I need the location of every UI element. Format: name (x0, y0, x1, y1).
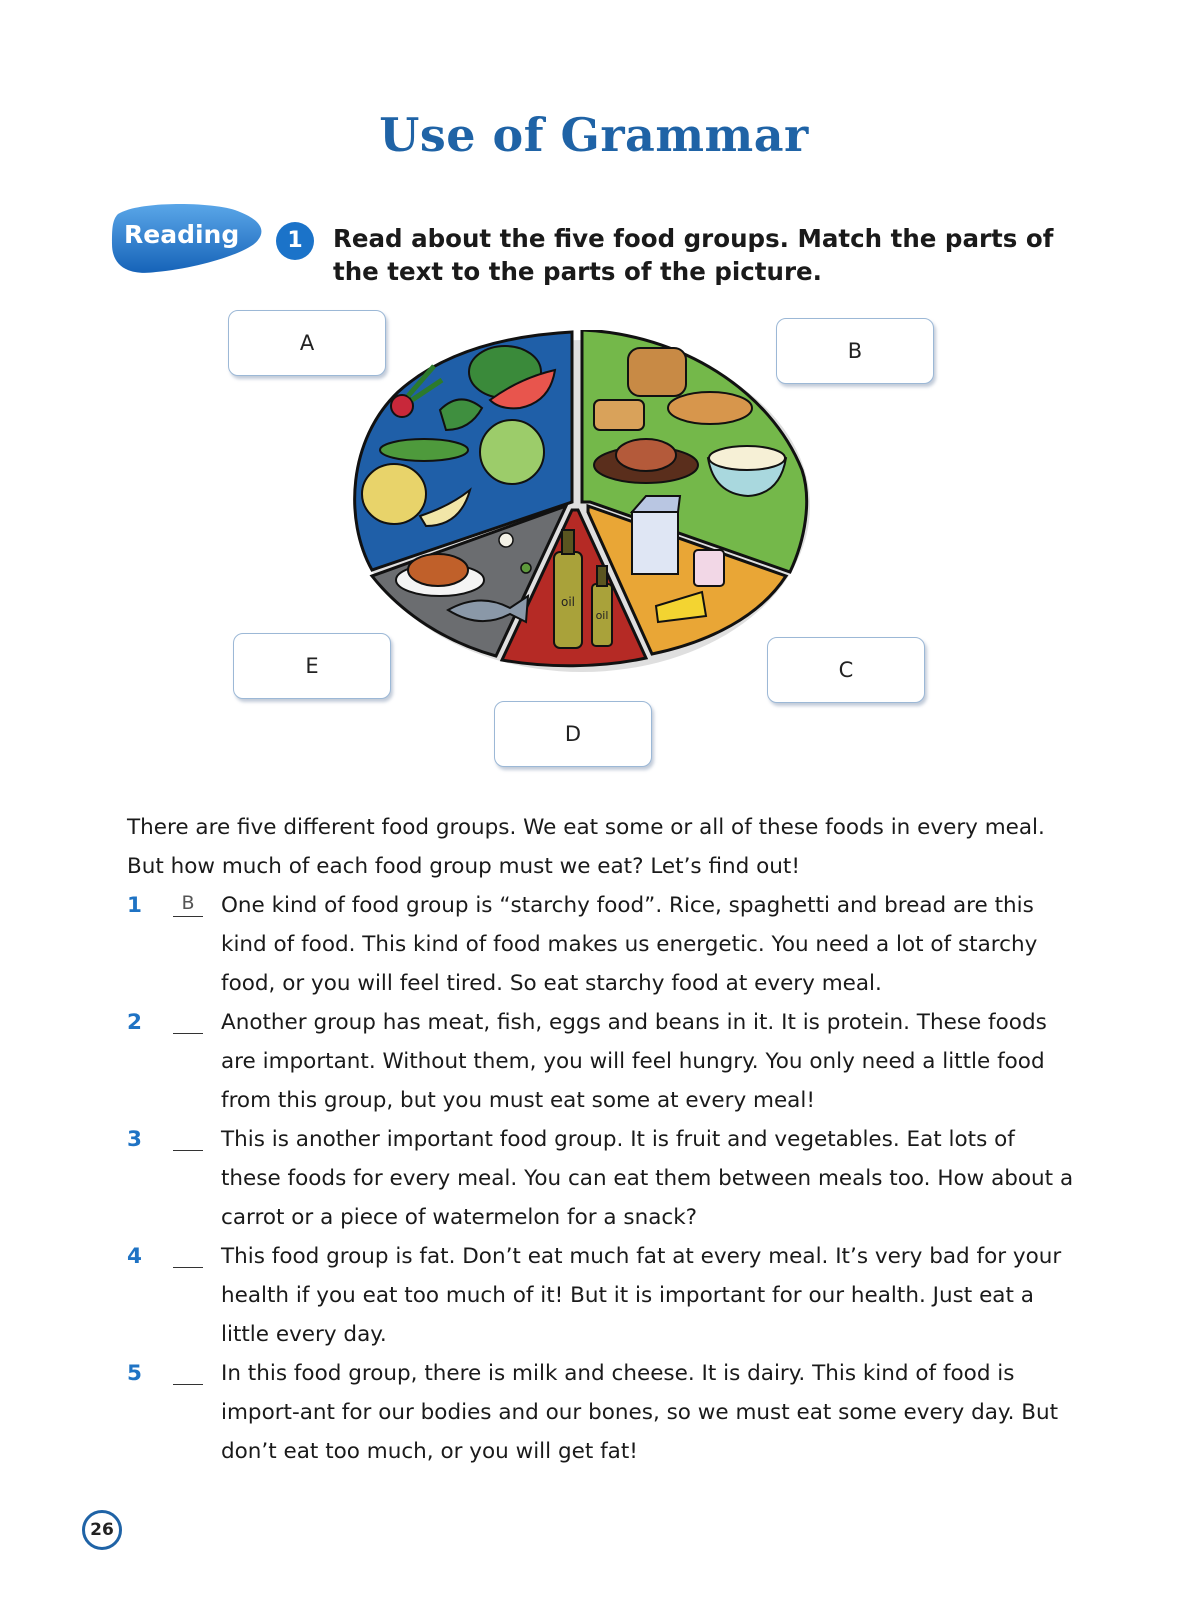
list-item (127, 1003, 1077, 1120)
item-text: This is another important food group. It is fruit and vegetables. Eat lots of these foods for every meal. You can eat them between meals too. How about a carrot or a piece of watermelon for a snack? (221, 1127, 1074, 1230)
answer-blank[interactable] (173, 1120, 203, 1151)
bread-loaf-icon (628, 348, 686, 396)
cucumber-icon (380, 439, 468, 461)
answer-blank[interactable] (173, 1354, 203, 1385)
answer-blank[interactable] (173, 1237, 203, 1268)
egg-icon (499, 533, 513, 547)
label-box-e: E (233, 633, 391, 699)
milk-glass-icon (694, 550, 724, 586)
reading-section-tab (110, 204, 266, 278)
answer-blank[interactable] (173, 1003, 203, 1034)
reading-text (127, 808, 1077, 1471)
label-box-b: B (776, 318, 934, 384)
item-text: In this food group, there is milk and cheese. It is dairy. This kind of food is import-ant for our bodies and our bones, so we must eat some every day. But don’t eat too much, or you will get fat! (221, 1361, 1059, 1464)
list-item (127, 886, 1077, 1003)
beans-icon (521, 563, 531, 573)
item-number: 3 (127, 1127, 142, 1152)
item-number: 1 (127, 893, 142, 918)
cabbage-icon (480, 420, 544, 484)
item-text: This food group is fat. Don’t eat much fat at every meal. It’s very bad for your health if you eat too much of it! But it is important for our health. Just eat a little every day. (221, 1244, 1062, 1347)
item-number: 2 (127, 1010, 142, 1035)
list-item (127, 1354, 1077, 1471)
item-text: Another group has meat, fish, eggs and beans in it. It is protein. These foods are important. Without them, you will feel hungry. You only need a little food from this group, but you must eat some at every meal! (221, 1010, 1047, 1113)
item-number: 5 (127, 1361, 142, 1386)
baguette-icon (668, 392, 752, 424)
label-box-c: C (767, 637, 925, 703)
label-box-a: A (228, 310, 386, 376)
exercise-instruction: Read about the five food groups. Match the parts of the text to the parts of the picture. (333, 224, 1054, 286)
label-box-d: D (494, 701, 652, 767)
item-number: 4 (127, 1244, 142, 1269)
item-text: One kind of food group is “starchy food”. Rice, spaghetti and bread are this kind of food. This kind of food makes us energetic. You need a lot of starchy food, or you will feel tired. So eat starchy food at every meal. (221, 893, 1038, 996)
toast-icon (594, 400, 644, 430)
page-title: Use of Grammar (379, 108, 809, 162)
milk-carton-icon (632, 496, 680, 574)
intro-paragraph: There are five different food groups. We eat some or all of these foods in every meal. But how much of each food group must we eat? Let’s find out! (127, 815, 1045, 879)
oil-label-2: oil (595, 609, 609, 622)
list-item (127, 1237, 1077, 1354)
exercise-number-badge: 1 (276, 222, 314, 260)
answer-blank[interactable]: B (173, 886, 203, 917)
list-item (127, 1120, 1077, 1237)
page-number: 26 (82, 1510, 122, 1550)
food-plate-picture (350, 330, 820, 680)
oil-label-1: oil (560, 595, 576, 609)
reading-tab-label: Reading (124, 220, 240, 249)
